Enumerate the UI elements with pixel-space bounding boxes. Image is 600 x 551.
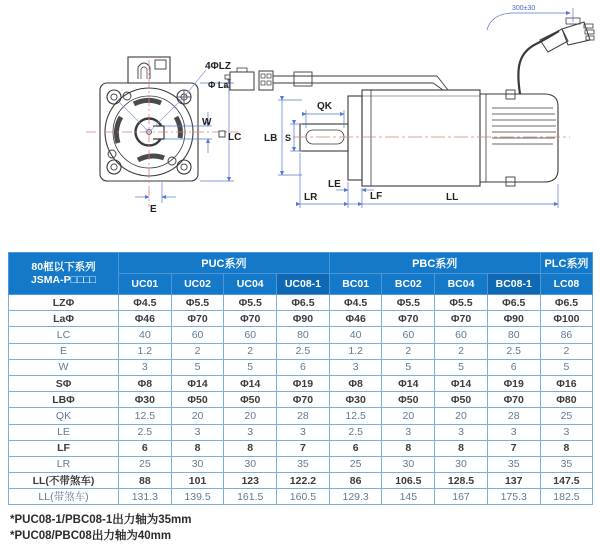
column-header-uc04: UC04 <box>224 274 277 295</box>
spec-value: Φ50 <box>224 392 277 408</box>
spec-value: Φ8 <box>329 375 382 391</box>
footnotes <box>10 512 192 544</box>
spec-value: 8 <box>435 440 488 456</box>
spec-value: Φ4.5 <box>119 295 172 311</box>
spec-value: 145 <box>382 489 435 505</box>
row-label: LL(带煞车) <box>9 489 119 505</box>
spec-value: Φ70 <box>171 311 224 327</box>
spec-value: Φ6.5 <box>487 295 540 311</box>
label-keyway-width: W <box>202 117 212 128</box>
spec-value: 6 <box>119 440 172 456</box>
spec-value: Φ14 <box>435 375 488 391</box>
row-label: LE <box>9 424 119 440</box>
spec-value: 86 <box>329 473 382 489</box>
spec-value: 5 <box>435 359 488 375</box>
spec-value: 8 <box>224 440 277 456</box>
spec-value: 8 <box>540 440 593 456</box>
spec-value: 28 <box>487 408 540 424</box>
spec-value: 80 <box>487 327 540 343</box>
spec-value: 86 <box>540 327 593 343</box>
spec-value: 28 <box>277 408 330 424</box>
label-flange-thickness: LF <box>370 191 383 202</box>
row-label: QK <box>9 408 119 424</box>
spec-value: Φ5.5 <box>435 295 488 311</box>
row-label: LR <box>9 456 119 472</box>
spec-value: Φ5.5 <box>224 295 277 311</box>
spec-value: Φ46 <box>119 311 172 327</box>
power-cable <box>518 31 559 94</box>
spec-value: 8 <box>382 440 435 456</box>
spec-value: 6 <box>277 359 330 375</box>
spec-value: 129.3 <box>329 489 382 505</box>
spec-value: 30 <box>435 456 488 472</box>
label-pilot-depth: LE <box>328 179 341 190</box>
rear-housing-ribs <box>492 108 556 144</box>
footnote-2: *PUC08/PBC08出力轴为40mm <box>10 530 172 542</box>
row-label: LZΦ <box>9 295 119 311</box>
table-row <box>9 392 593 408</box>
corner-header-line2: JSMA-P□□□□ <box>30 273 97 286</box>
side-flange <box>348 96 362 180</box>
spec-value: Φ50 <box>382 392 435 408</box>
spec-value: 3 <box>540 424 593 440</box>
column-header-bc04: BC04 <box>435 274 488 295</box>
spec-value: Φ70 <box>224 311 277 327</box>
spec-value: 128.5 <box>435 473 488 489</box>
group-header-plc: PLC系列 <box>540 253 593 274</box>
spec-value: Φ50 <box>435 392 488 408</box>
spec-value: 3 <box>171 424 224 440</box>
label-flange-diameter: Φ La <box>208 80 229 90</box>
spec-value: 6 <box>487 359 540 375</box>
table-row <box>9 375 593 391</box>
spec-value: 3 <box>435 424 488 440</box>
spec-value: 20 <box>382 408 435 424</box>
square-symbol <box>219 131 225 137</box>
spec-value: 2.5 <box>277 343 330 359</box>
spec-value: Φ70 <box>487 392 540 408</box>
spec-value: 3 <box>277 424 330 440</box>
row-label: LF <box>9 440 119 456</box>
label-cable-length: 300±30 <box>512 5 536 12</box>
spec-value: 60 <box>435 327 488 343</box>
spec-value: 7 <box>277 440 330 456</box>
spec-value: Φ14 <box>382 375 435 391</box>
shaft <box>300 124 348 151</box>
table-row <box>9 489 593 505</box>
spec-value: 101 <box>171 473 224 489</box>
row-label: E <box>9 343 119 359</box>
table-row <box>9 408 593 424</box>
spec-value: 60 <box>224 327 277 343</box>
spec-value: 139.5 <box>171 489 224 505</box>
spec-value: 2 <box>540 343 593 359</box>
spec-value: 3 <box>119 359 172 375</box>
spec-value: 5 <box>224 359 277 375</box>
label-frame-size: LC <box>228 132 242 143</box>
spec-value: Φ30 <box>329 392 382 408</box>
label-shaft-length: LR <box>304 192 318 203</box>
row-label: SΦ <box>9 375 119 391</box>
spec-value: Φ19 <box>277 375 330 391</box>
spec-value: Φ14 <box>171 375 224 391</box>
motor-dimension-diagram <box>0 0 600 250</box>
table-body <box>9 295 593 505</box>
column-header-uc02: UC02 <box>171 274 224 295</box>
spec-value: 35 <box>540 456 593 472</box>
spec-value: Φ19 <box>487 375 540 391</box>
label-keyway-offset: E <box>150 204 157 215</box>
table-row <box>9 327 593 343</box>
spec-value: Φ100 <box>540 311 593 327</box>
diagram-svg <box>0 0 600 250</box>
footnote-1: *PUC08-1/PBC08-1出力轴为35mm <box>10 514 192 526</box>
spec-value: 20 <box>435 408 488 424</box>
motor-body <box>362 90 480 186</box>
group-header-row <box>9 253 593 274</box>
row-label: LL(不带煞车) <box>9 473 119 489</box>
spec-value: 175.3 <box>487 489 540 505</box>
spec-value: Φ90 <box>487 311 540 327</box>
spec-value: 8 <box>171 440 224 456</box>
spec-value: 137 <box>487 473 540 489</box>
spec-value: 30 <box>224 456 277 472</box>
label-shaft-diameter: S <box>285 133 292 143</box>
corner-header <box>9 253 119 295</box>
spec-value: Φ70 <box>277 392 330 408</box>
spec-value: Φ5.5 <box>171 295 224 311</box>
table-row <box>9 295 593 311</box>
spec-value: 161.5 <box>224 489 277 505</box>
spec-value: Φ50 <box>171 392 224 408</box>
spec-value: Φ70 <box>382 311 435 327</box>
column-header-bc08-1: BC08-1 <box>487 274 540 295</box>
column-header-uc08-1: UC08-1 <box>277 274 330 295</box>
spec-value: 5 <box>540 359 593 375</box>
corner-header-line1: 80框以下系列 <box>31 260 96 273</box>
column-header-bc01: BC01 <box>329 274 382 295</box>
spec-value: 25 <box>540 408 593 424</box>
spec-value: 35 <box>487 456 540 472</box>
table-row <box>9 343 593 359</box>
row-label: LaΦ <box>9 311 119 327</box>
spec-value: Φ5.5 <box>382 295 435 311</box>
spec-value: 7 <box>487 440 540 456</box>
encoder-cable <box>273 72 448 90</box>
column-header-lc08: LC08 <box>540 274 593 295</box>
spec-value: 2 <box>171 343 224 359</box>
spec-value: 25 <box>119 456 172 472</box>
spec-value: Φ6.5 <box>277 295 330 311</box>
row-label: LC <box>9 327 119 343</box>
table-row <box>9 311 593 327</box>
spec-value: Φ90 <box>277 311 330 327</box>
spec-value: 12.5 <box>329 408 382 424</box>
spec-value: 160.5 <box>277 489 330 505</box>
spec-value: 2.5 <box>329 424 382 440</box>
spec-value: 2 <box>435 343 488 359</box>
column-header-uc01: UC01 <box>119 274 172 295</box>
label-body-length: LL <box>446 192 459 203</box>
spec-value: Φ30 <box>119 392 172 408</box>
spec-value: 147.5 <box>540 473 593 489</box>
table-row <box>9 440 593 456</box>
spec-value: 2 <box>224 343 277 359</box>
spec-value: 3 <box>487 424 540 440</box>
spec-value: 131.3 <box>119 489 172 505</box>
spec-value: 2.5 <box>119 424 172 440</box>
spec-value: 1.2 <box>329 343 382 359</box>
table-row <box>9 359 593 375</box>
table-row <box>9 473 593 489</box>
spec-value: 40 <box>119 327 172 343</box>
row-label: W <box>9 359 119 375</box>
spec-value: 5 <box>171 359 224 375</box>
spec-value: 88 <box>119 473 172 489</box>
spec-value: 122.2 <box>277 473 330 489</box>
spec-value: 60 <box>171 327 224 343</box>
label-holes: 4ΦLZ <box>205 61 231 72</box>
spec-value: 123 <box>224 473 277 489</box>
spec-value: Φ6.5 <box>540 295 593 311</box>
spec-value: 2.5 <box>487 343 540 359</box>
table-row <box>9 456 593 472</box>
spec-value: Φ8 <box>119 375 172 391</box>
column-header-bc02: BC02 <box>382 274 435 295</box>
spec-value: 167 <box>435 489 488 505</box>
power-plug <box>540 18 594 52</box>
spec-value: 60 <box>382 327 435 343</box>
spec-value: 20 <box>224 408 277 424</box>
group-header-puc: PUC系列 <box>119 253 330 274</box>
spec-value: 12.5 <box>119 408 172 424</box>
spec-value: Φ80 <box>540 392 593 408</box>
label-key-length: QK <box>317 101 332 112</box>
cable-connectors <box>225 68 273 90</box>
spec-value: Φ70 <box>435 311 488 327</box>
table-row <box>9 424 593 440</box>
spec-value: 40 <box>329 327 382 343</box>
spec-value: 20 <box>171 408 224 424</box>
spec-value: 106.5 <box>382 473 435 489</box>
spec-value: 6 <box>329 440 382 456</box>
group-header-pbc: PBC系列 <box>329 253 540 274</box>
spec-value: Φ14 <box>224 375 277 391</box>
spec-value: 80 <box>277 327 330 343</box>
label-pilot-diameter: LB <box>264 133 278 144</box>
spec-value: 2 <box>382 343 435 359</box>
spec-value: 5 <box>382 359 435 375</box>
dimension-spec-table <box>8 252 593 505</box>
spec-value: Φ16 <box>540 375 593 391</box>
spec-value: 3 <box>382 424 435 440</box>
spec-value: 30 <box>382 456 435 472</box>
spec-value: 3 <box>329 359 382 375</box>
spec-value: 1.2 <box>119 343 172 359</box>
spec-value: 35 <box>277 456 330 472</box>
spec-value: Φ46 <box>329 311 382 327</box>
spec-value: Φ4.5 <box>329 295 382 311</box>
spec-value: 3 <box>224 424 277 440</box>
spec-value: 25 <box>329 456 382 472</box>
spec-value: 30 <box>171 456 224 472</box>
spec-value: 182.5 <box>540 489 593 505</box>
row-label: LBΦ <box>9 392 119 408</box>
